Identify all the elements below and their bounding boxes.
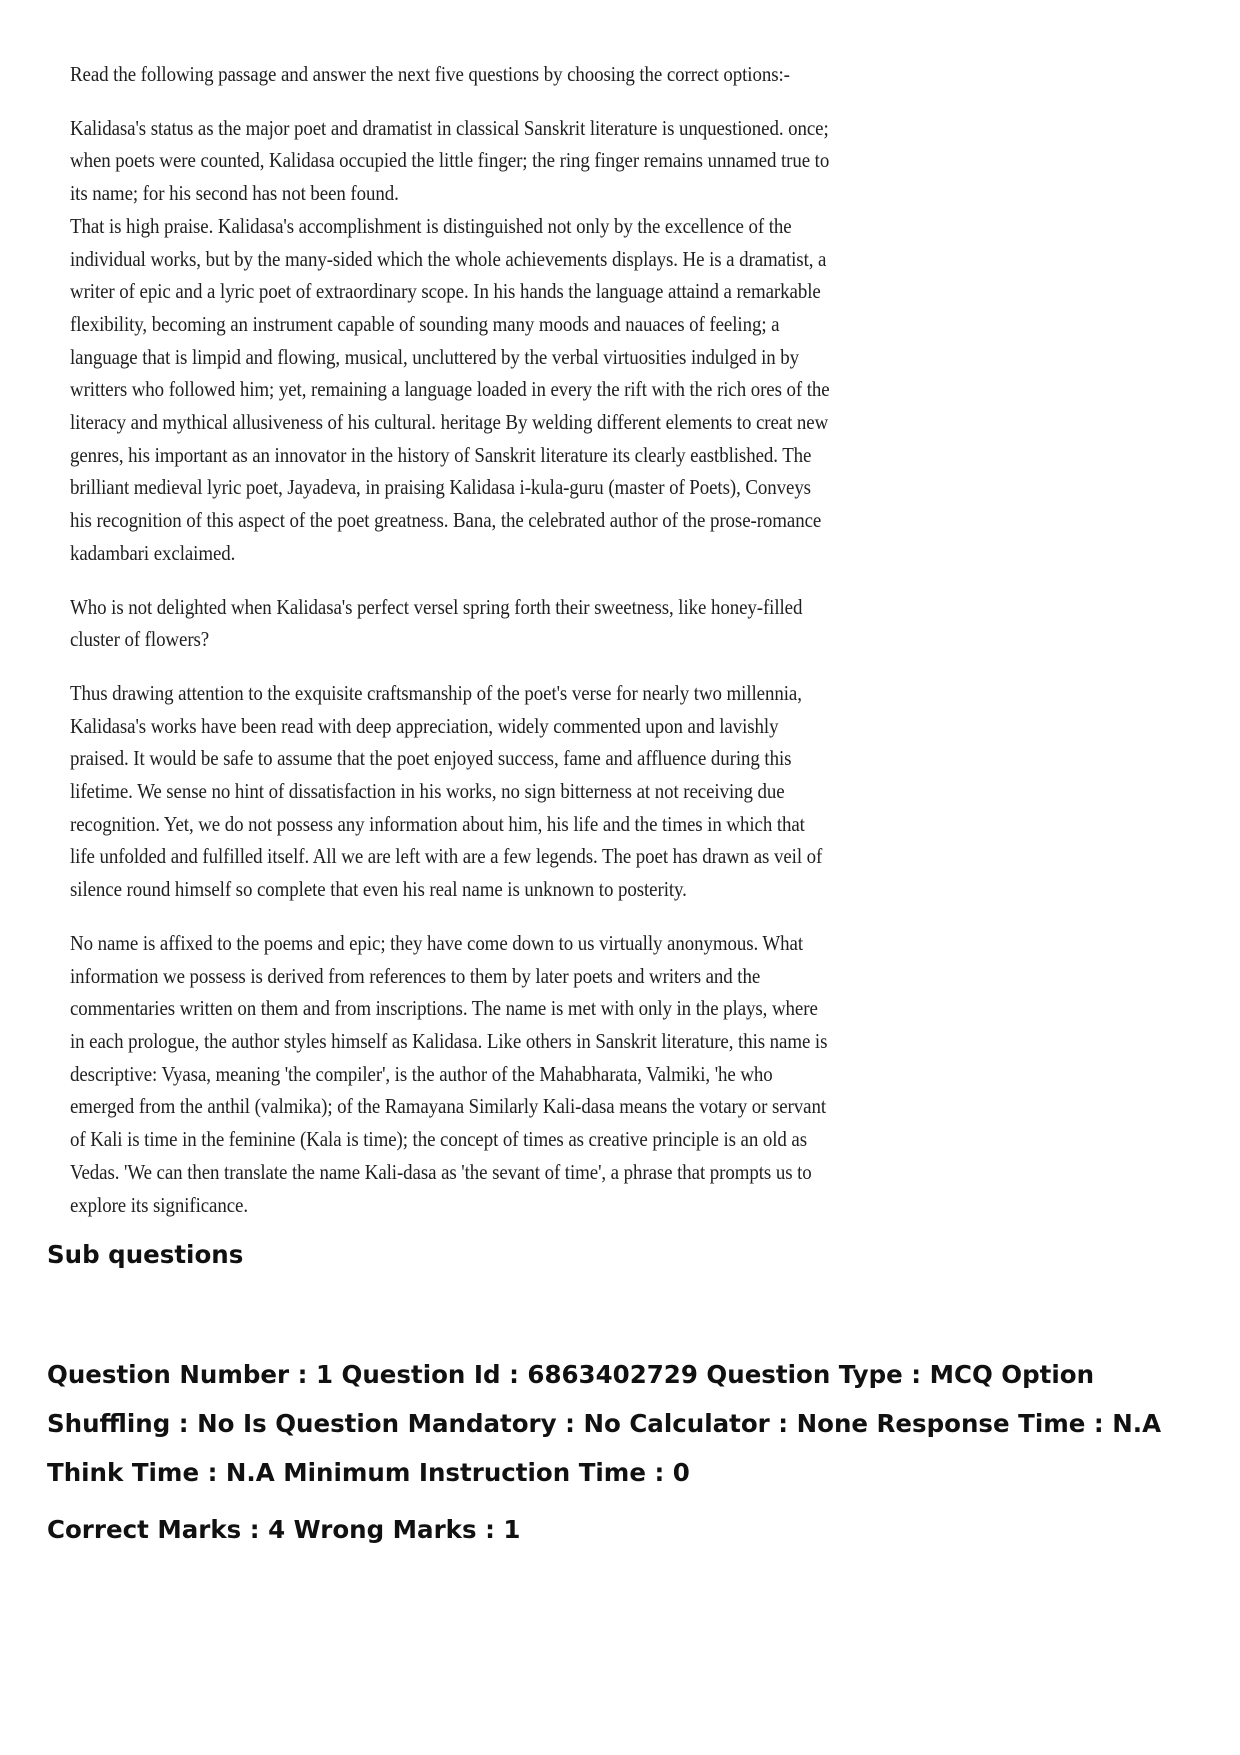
passage-paragraph-4: Thus drawing attention to the exquisite craftsmanship of the poet's verse for nearly two millennia, Kalidasa's works have been read with deep appreciation, widely commented upon and lavishly praised. It would be safe to assume that the poet enjoyed success, fame and affluence during this lifetime. We sense no hint of dissatisfaction in his works, no sign bitterness at not receiving due recognition. Yet, we do not possess any information about him, his life and the times in which that life unfolded and fulfilled itself. All we are left with are a few legends. The poet has drawn as veil of silence round himself so complete that even his real name is unknown to posterity. (70, 680, 823, 902)
marks-info: Correct Marks : 4 Wrong Marks : 1 (47, 1515, 521, 1544)
passage-paragraph-5: No name is affixed to the poems and epic; they have come down to us virtually anonymous. What information we possess is derived from references to them by later poets and writers and the commentaries written on them and from inscriptions. The name is met with only in the plays, where in each prologue, the author styles himself as Kalidasa. Like others in Sanskrit literature, this name is descriptive: Vyasa, meaning 'the compiler', is the author of the Mahabharata, Valmiki, 'he who emerged from the anthil (valmika); of the Ramayana Similarly Kali-dasa means the votary or servant of Kali is time in the feminine (Kala is time); the concept of times as creative principle is an old as Vedas. 'We can then translate the name Kali-dasa as 'the sevant of time', a phrase that prompts us to explore its significance. (70, 930, 828, 1217)
passage-paragraph-1: Kalidasa's status as the major poet and dramatist in classical Sanskrit literature is unquestioned. once; when poets were counted, Kalidasa occupied the little finger; the ring finger remains unnamed true to its name; for his second has not been found. (70, 115, 830, 206)
passage-intro: Read the following passage and answer the next five questions by choosing the correct options:- (70, 62, 790, 86)
passage-paragraph-2: That is high praise. Kalidasa's accomplishment is distinguished not only by the excellence of the individual works, but by the many-sided which the whole achievements displays. He is a dramatist, a writer of epic and a lyric poet of extraordinary scope. In his hands the language attaind a remarkable flexibility, becoming an instrument capable of sounding many moods and nauaces of feeling; a language that is limpid and flowing, musical, uncluttered by the verbal virtuosities indulged in by writters who followed him; yet, remaining a language loaded in every the rift with the rich ores of the literacy and mythical allusiveness of his cultural. heritage By welding different elements to creat new genres, his important as an innovator in the history of Sanskrit literature its clearly eastblished. The brilliant medieval lyric poet, Jayadeva, in praising Kalidasa i-kula-guru (master of Poets), Conveys his recognition of this aspect of the poet greatness. Bana, the celebrated author of the prose-romance kadambari exclaimed. (70, 213, 830, 565)
passage-image-text (70, 58, 834, 1221)
passage-paragraph-3: Who is not delighted when Kalidasa's perfect versel spring forth their sweetness, like honey-filled cluster of flowers? (70, 594, 803, 652)
question-info: Question Number : 1 Question Id : 6863402729 Question Type : MCQ Option Shuffling : No Is Question Mandatory : No Calculator : None Response Time : N.A Think Time : N.A Minimum Instruction Time : 0 (47, 1360, 1162, 1487)
sub-questions-heading: Sub questions (47, 1240, 244, 1269)
